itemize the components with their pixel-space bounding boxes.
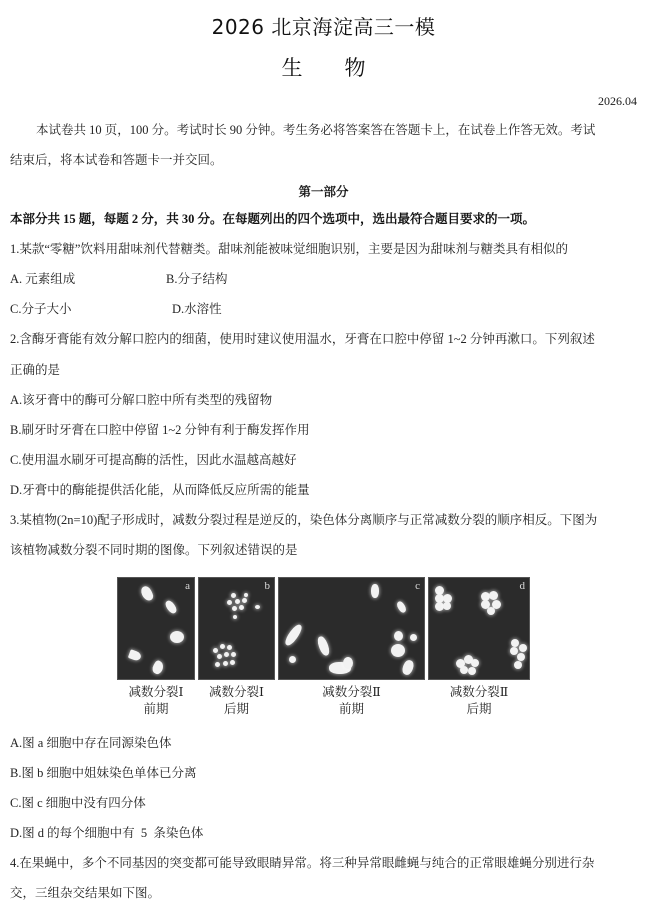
q2-stem-line-2: 正确的是 — [10, 363, 61, 377]
q1-option-d: D.水溶性 — [172, 302, 222, 316]
q2-stem-line-1: 2.含酶牙膏能有效分解口腔内的细菌，使用时建议使用温水，牙膏在口腔中停留 1~2 分钟再漱口。下列叙述 — [10, 332, 595, 346]
q3-option-a: A.图 a 细胞中存在同源染色体 — [10, 736, 172, 750]
exam-title: 2026 北京海淀高三一模 — [211, 15, 436, 39]
caption-c-phase: 前期 — [338, 702, 364, 716]
section-description: 本部分共 15 题，每题 2 分，共 30 分。在每题列出的四个选项中，选出最符合题目要求的一项。 — [10, 212, 536, 226]
meiosis-figure — [117, 577, 530, 680]
q2-option-a: A.该牙膏中的酶可分解口腔中所有类型的残留物 — [10, 393, 273, 407]
caption-a-phase: 前期 — [143, 702, 169, 716]
q3-option-c: C.图 c 细胞中没有四分体 — [10, 796, 146, 810]
q3-stem-line-1: 3.某植物(2n=10)配子形成时，减数分裂过程是逆反的，染色体分离顺序与正常减数分裂的顺序相反。下图为 — [10, 513, 598, 527]
q1-option-a: A. 元素组成 — [10, 272, 76, 286]
q2-option-d: D.牙膏中的酶能提供活化能，从而降低反应所需的能量 — [10, 483, 310, 497]
exam-date: 2026.04 — [598, 94, 637, 108]
instructions-line-1: 本试卷共 10 页，100 分。考试时长 90 分钟。考生务必将答案答在答题卡上，在试卷上作答无效。考试 — [36, 123, 596, 137]
caption-panel-d — [428, 684, 530, 718]
panel-tag-b: b — [264, 580, 270, 592]
caption-b-phase: 后期 — [223, 702, 249, 716]
panel-tag-a: a — [185, 580, 190, 592]
micrograph-panel-a — [117, 577, 195, 680]
instructions-line-2: 结束后，将本试卷和答题卡一并交回。 — [10, 153, 223, 167]
caption-d-phase: 后期 — [466, 702, 492, 716]
q3-option-b: B.图 b 细胞中姐妹染色单体已分离 — [10, 766, 197, 780]
micrograph-panel-c — [278, 577, 425, 680]
caption-a-stage: 减数分裂Ⅰ — [128, 685, 184, 699]
caption-panel-a — [117, 684, 195, 718]
q3-option-d: D.图 d 的每个细胞中有 5 条染色体 — [10, 826, 204, 840]
q1-option-b: B.分子结构 — [166, 272, 228, 286]
caption-b-stage: 减数分裂Ⅰ — [209, 685, 264, 699]
caption-c-stage: 减数分裂Ⅱ — [322, 685, 381, 699]
q1-stem: 1.某款“零糖”饮料用甜味剂代替糖类。甜味剂能被味觉细胞识别，主要是因为甜味剂与糖类具有相似的 — [10, 242, 568, 256]
caption-panel-c — [278, 684, 425, 718]
q3-stem-line-2: 该植物减数分裂不同时期的图像。下列叙述错误的是 — [10, 543, 298, 557]
q2-option-b: B.刷牙时牙膏在口腔中停留 1~2 分钟有利于酶发挥作用 — [10, 423, 310, 437]
subject-title — [0, 52, 647, 82]
subject-char-1: 生 — [281, 56, 303, 80]
panel-tag-d: d — [519, 580, 525, 592]
q2-option-c: C.使用温水刷牙可提高酶的活性，因此水温越高越好 — [10, 453, 297, 467]
q4-stem-line-1: 4.在果蝇中，多个不同基因的突变都可能导致眼睛异常。将三种异常眼雌蝇与纯合的正常眼雄蝇分别进行杂 — [10, 856, 595, 870]
q1-option-c: C.分子大小 — [10, 302, 72, 316]
micrograph-panel-d — [428, 577, 530, 680]
micrograph-panel-b — [198, 577, 275, 680]
q4-stem-line-2: 交，三组杂交结果如下图。 — [10, 886, 161, 900]
subject-char-2: 物 — [344, 56, 366, 80]
panel-tag-c: c — [415, 580, 420, 592]
section-title: 第一部分 — [298, 185, 349, 199]
caption-panel-b — [198, 684, 275, 718]
caption-d-stage: 减数分裂Ⅱ — [449, 685, 509, 699]
